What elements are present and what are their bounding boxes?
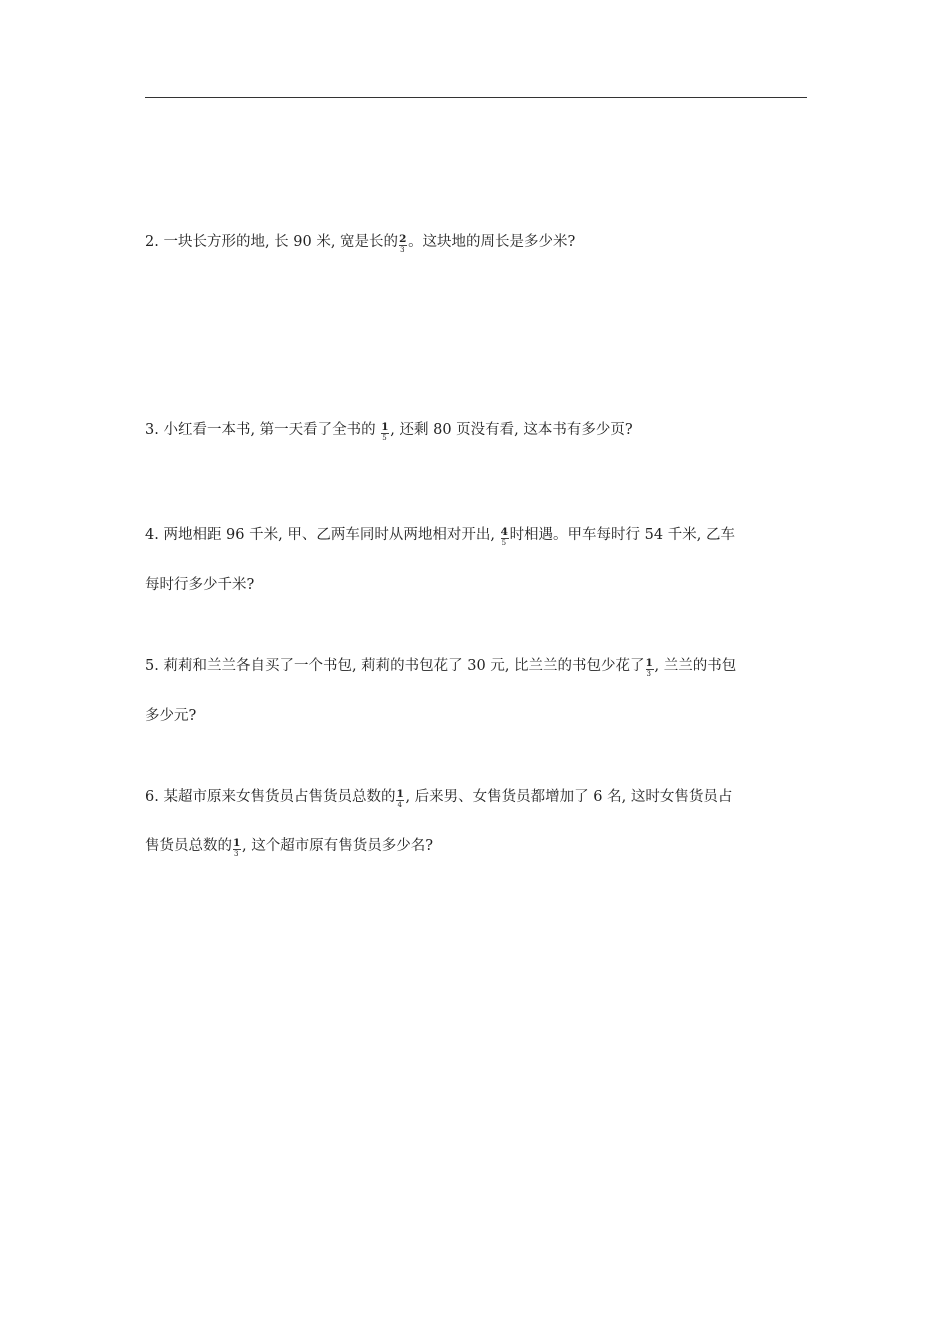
problem-4-line-2	[145, 575, 254, 595]
fraction-denominator: 5	[382, 434, 387, 442]
fraction-numerator: 1	[233, 837, 241, 849]
fraction-four-fifths	[500, 525, 510, 545]
problem-3-line-1	[145, 420, 633, 440]
problem-3-text-after: , 还剩 80 页没有看, 这本书有多少页?	[390, 422, 633, 438]
fraction-two-thirds	[398, 232, 408, 252]
problem-2-line-1	[145, 232, 575, 252]
problem-4-line-1	[145, 525, 735, 545]
fraction-one-third	[232, 836, 242, 856]
problem-2-text-before: 2. 一块长方形的地, 长 90 米, 宽是长的	[145, 234, 399, 250]
fraction-one-fourth	[395, 787, 405, 807]
header-rule	[145, 97, 807, 98]
fraction-numerator: 1	[645, 657, 653, 669]
problem-6-text-before: 6. 某超市原来女售货员占售货员总数的	[145, 789, 396, 805]
fraction-denominator: 3	[400, 246, 405, 254]
fraction-numerator: 4	[500, 526, 508, 538]
fraction-one-third	[645, 656, 655, 676]
problem-6-line-2	[145, 836, 433, 856]
problem-6-text-after: , 后来男、女售货员都增加了 6 名, 这时女售货员占	[405, 789, 733, 805]
problem-6-line-2-after: , 这个超市原有售货员多少名?	[242, 838, 433, 854]
problem-3-text-before: 3. 小红看一本书, 第一天看了全书的	[145, 422, 381, 438]
fraction-denominator: 4	[397, 801, 402, 809]
problem-6-line-1	[145, 787, 732, 807]
fraction-numerator: 2	[399, 233, 407, 245]
problem-5-text-continued: 多少元?	[145, 708, 197, 724]
problem-5-line-2	[145, 706, 196, 726]
fraction-denominator: 5	[501, 539, 507, 547]
problem-5-text-before: 5. 莉莉和兰兰各自买了一个书包, 莉莉的书包花了 30 元, 比兰兰的书包少花了	[145, 658, 645, 674]
fraction-one-fifth	[380, 420, 390, 440]
fraction-denominator: 3	[234, 850, 239, 858]
problem-4-text-before: 4. 两地相距 96 千米, 甲、乙两车同时从两地相对开出,	[145, 527, 500, 543]
fraction-denominator: 3	[646, 670, 652, 678]
problem-4-text-continued: 每时行多少千米?	[145, 577, 255, 593]
problem-5-text-after: , 兰兰的书包	[654, 658, 737, 674]
problem-2-text-after: 。这块地的周长是多少米?	[408, 234, 576, 250]
fraction-numerator: 1	[381, 421, 389, 433]
problem-6-line-2-before: 售货员总数的	[145, 838, 232, 854]
fraction-numerator: 1	[396, 788, 404, 800]
problem-4-text-after: 时相遇。甲车每时行 54 千米, 乙车	[509, 527, 735, 543]
problem-5-line-1	[145, 656, 736, 676]
